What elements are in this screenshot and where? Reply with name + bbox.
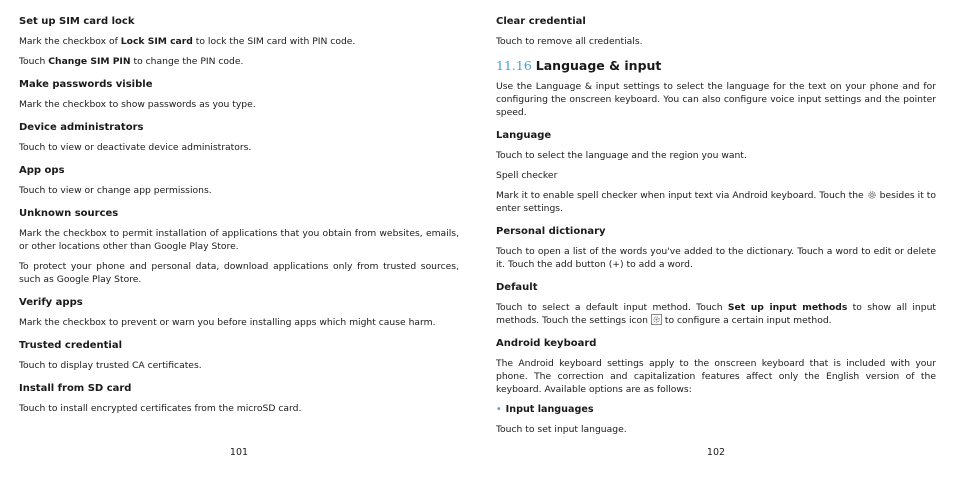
language-text: Touch to select the language and the region you want. (496, 150, 747, 161)
android-keyboard-heading: Android keyboard (496, 338, 597, 349)
right-page (496, 0, 936, 477)
passwords-heading: Make passwords visible (19, 79, 153, 90)
language-heading: Language (496, 130, 552, 141)
input-languages-item: • Input languages (496, 404, 594, 415)
app-ops-heading: App ops (19, 165, 65, 176)
settings-icon (651, 314, 662, 325)
app-ops-text: Touch to view or change app permissions. (19, 185, 212, 196)
personal-dictionary-heading: Personal dictionary (496, 226, 606, 237)
unknown-sources-text-1: Mark the checkbox to permit installation of applications that you obtain from websites, emails, or other locations other than Google Play Store. (19, 228, 459, 252)
default-text: Touch to select a default input method. Touch Set up input methods to show all input methods. Touch the settings icon to configure a certain input method. (496, 302, 936, 326)
verify-apps-text: Mark the checkbox to prevent or warn you before installing apps which might cause harm. (19, 317, 436, 328)
section-intro-text: Use the Language & input settings to select the language for the text on your phone and for configuring the onscreen keyboard. You can also configure voice input settings and the pointer speed. (496, 81, 936, 118)
install-sd-heading: Install from SD card (19, 383, 132, 394)
section-name: Language & input (535, 58, 662, 73)
right-column (496, 15, 936, 443)
install-sd-text: Touch to install encrypted certificates from the microSD card. (19, 403, 302, 414)
sim-lock-text-2: Touch Change SIM PIN to change the PIN code. (19, 56, 244, 67)
sim-lock-text-1: Mark the checkbox of Lock SIM card to lock the SIM card with PIN code. (19, 36, 356, 47)
sim-lock-heading: Set up SIM card lock (19, 16, 135, 27)
unknown-sources-text-2: To protect your phone and personal data, download applications only from trusted sources, such as Google Play Store. (19, 261, 459, 285)
clear-credential-heading: Clear credential (496, 16, 586, 27)
trusted-credential-heading: Trusted credential (19, 340, 123, 351)
default-heading: Default (496, 282, 538, 293)
left-page (19, 0, 459, 477)
left-column (19, 15, 459, 422)
gear-icon (867, 190, 877, 200)
verify-apps-heading: Verify apps (19, 297, 83, 308)
unknown-sources-heading: Unknown sources (19, 208, 119, 219)
section-number: 11.16 (496, 58, 532, 73)
personal-dictionary-text: Touch to open a list of the words you've added to the dictionary. Touch a word to edit or delete it. Touch the add button (+) to add a word. (496, 246, 936, 270)
device-admin-heading: Device administrators (19, 122, 144, 133)
section-title (496, 58, 936, 74)
clear-credential-text: Touch to remove all credentials. (496, 36, 643, 47)
input-languages-text: Touch to set input language. (496, 424, 627, 435)
passwords-text: Mark the checkbox to show passwords as you type. (19, 99, 256, 110)
device-admin-text: Touch to view or deactivate device administrators. (19, 142, 252, 153)
trusted-credential-text: Touch to display trusted CA certificates. (19, 360, 202, 371)
page-number-left: 101 (229, 447, 249, 458)
android-keyboard-text: The Android keyboard settings apply to the onscreen keyboard that is included with your phone. The correction and capitalization features affect only the English version of the keyboard. Available options are as follows: (496, 358, 936, 395)
page-number-right: 102 (706, 447, 726, 458)
spell-checker-label: Spell checker (496, 170, 558, 181)
bullet-icon: • (496, 404, 502, 415)
spell-checker-text: Mark it to enable spell checker when input text via Android keyboard. Touch the besides it to enter settings. (496, 190, 937, 214)
